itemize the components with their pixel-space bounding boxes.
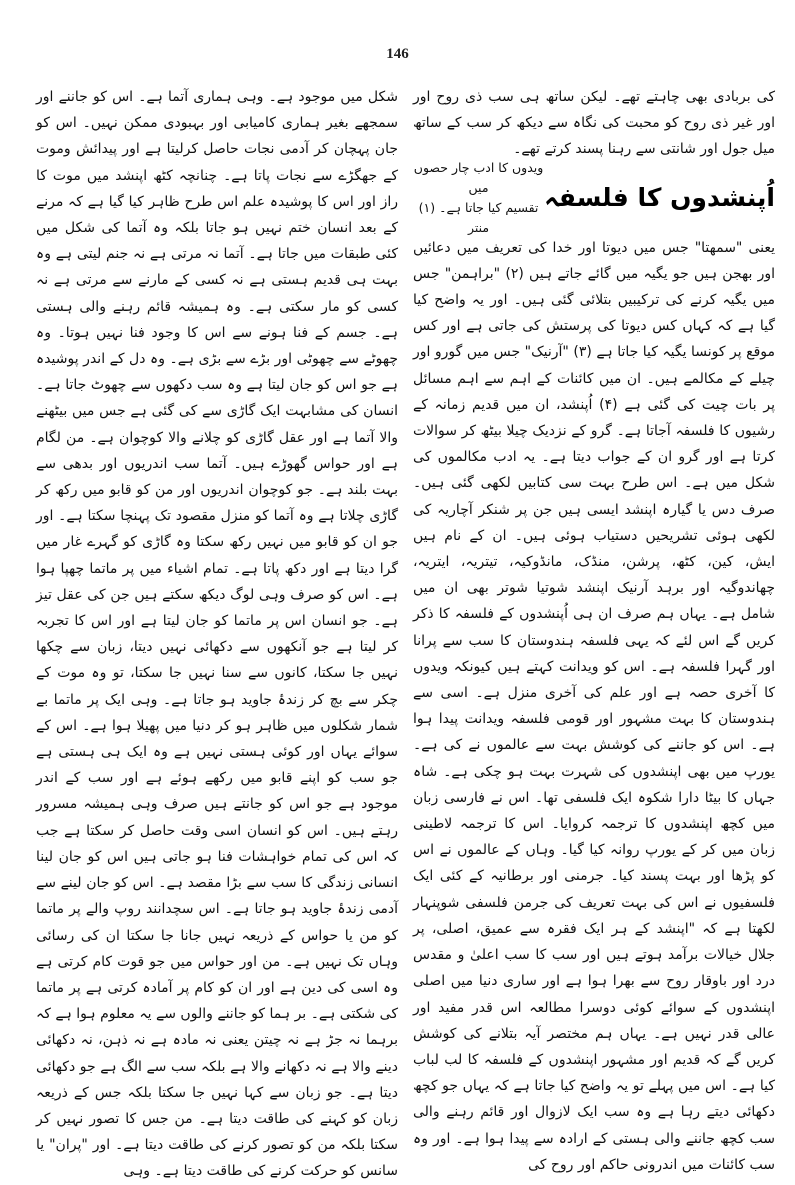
section-heading: اُپنشدوں کا فلسفہ — [544, 182, 775, 212]
heading-note-line-1: ویدوں کا ادب چار حصوں میں — [413, 159, 544, 195]
right-column — [413, 84, 776, 1173]
right-column-intro: کی بربادی بھی چاہتے تھے۔ لیکن ساتھ ہی سب ذی روح اور اور غیر ذی روح کو محبت کی نگاہ سے دیکھ کر سب کے ساتھ میل جول اور شانتی سے رہنا پسند کرتے تھے۔ — [413, 89, 775, 158]
left-column — [36, 84, 398, 1180]
left-column-body: شکل میں موجود ہے۔ وہی ہماری آتما ہے۔ اس کو جاننے اور سمجھے بغیر ہماری کامیابی اور بہبودی ممکن نہیں۔ اس کو جان پہچان کر آدمی نجات حاصل کرلیتا ہے اور پیدائش وموت کے جھگڑے سے نجات پاتا ہے۔ چنانچہ کٹھ اپنشد میں موت کا راز اور اس کا پوشیدہ علم اس طرح ظاہر کیا گیا ہے کہ مرنے کے بعد انسان ختم نہیں ہو جاتا بلکہ وہ آتما کی شکل میں کئی طبقات میں جاتا ہے۔ آتما نہ مرتی ہے نہ جنم لیتی ہے وہ بہت ہی قدیم ہستی ہے نہ کسی کے مارنے سے مرتی ہے نہ کسی کو مار سکتی ہے۔ وہ ہمیشہ قائم رہنے والی ہستی ہے۔ جسم کے فنا ہونے سے اس کا وجود فنا نہیں ہوتا۔ وہ چھوٹے سے چھوٹی اور بڑے سے بڑی ہے۔ وہ دل کے اندر پوشیدہ ہے جو اس کو جان لیتا ہے وہ سب دکھوں سے چھوٹ جاتا ہے۔ انسان کی مشابہت ایک گاڑی سے کی گئی ہے جس میں بیٹھنے والا آتما ہے اور عقل گاڑی کو چلانے والا کوچوان ہے۔ من لگام ہے اور حواس گھوڑے ہیں۔ آتما سب اندریوں اور بدھی سے بہت بلند ہے۔ جو کوچوان اندریوں اور من کو قابو میں رکھ کر گاڑی چلاتا ہے وہ آتما کو منزل مقصود تک پہنچا سکتا ہے۔ اور جو ان کو قابو میں نہیں رکھ سکتا وہ گاڑی کو گہرے غار میں گرا دیتا ہے اور دکھ پاتا ہے۔ تمام اشیاء میں پر ماتما چھپا ہوا ہے۔ اس کو صرف وہی لوگ دیکھ سکتے ہیں جن کی عقل تیز ہے۔ جو انسان اس پر ماتما کو جان لیتا ہے اور اس کا تجربہ کر لیتا ہے جو آنکھوں سے دکھائی نہیں دیتا، زبان سے چکھا نہیں جا سکتا، کانوں سے سنا نہیں جا سکتا، تو وہ موت کے چکر سے بچ کر زندۂ جاوید ہو جاتا ہے۔ وہی ایک پر ماتما بے شمار شکلوں میں ظاہر ہو کر دنیا میں پھیلا ہوا ہے۔ اس کے سوائے یہاں اور کوئی ہستی نہیں ہے وہ ایک ہی ہستی ہے جو سب کو اپنے قابو میں رکھے ہوئے ہے اور سب کے اندر موجود ہے جو اس کو جانتے ہیں صرف وہی ہمیشہ مسرور رہتے ہیں۔ اس کو انسان اسی وقت حاصل کر سکتا ہے جب کہ اس کی تمام خواہشات فنا ہو جاتی ہیں اس کو جان لینا انسانی زندگی کا سب سے بڑا مقصد ہے۔ اس کو جان لینے سے آدمی زندۂ جاوید ہو جاتا ہے۔ اس سچدانند روپ والے پر ماتما کو من یا حواس کے ذریعہ نہیں جانا جا سکتا ان کی رسائی وہاں تک نہیں ہے۔ من اور حواس میں جو قوت کام کرتی ہے وہ اسی کی دین ہے اور ان کو کام پر آمادہ کرتی ہے پر ماتما کی شکتی ہے۔ بر ہما کو جاننے والوں سے یہ معلوم ہوا ہے کہ برہما نہ جڑ ہے نہ چیتن یعنی نہ مادہ ہے نہ ذہن، نہ دکھائی دینے والا ہے نہ دکھانے والا ہے بلکہ سب سے الگ ہے جو دکھائی دیتا ہے۔ جو زبان سے کہا نہیں جا سکتا بلکہ جس کے ذریعہ زبان کو کہنے کی طاقت دیتا ہے۔ من جس کا تصور نہیں کر سکتا بلکہ من کو تصور کرنے کی طاقت دیتا ہے۔ اور "پران" یا سانس کو حرکت کرنے کی طاقت دیتا ہے۔ وہی — [36, 89, 398, 1180]
heading-note-line-2: تقسیم کیا جاتا ہے۔ (۱) منتر — [418, 199, 539, 235]
page-number: 146 — [386, 46, 409, 62]
heading-side-note — [413, 158, 544, 238]
section-heading-block — [413, 159, 775, 235]
right-column-body: یعنی "سمھتا" جس میں دیوتا اور خدا کی تعریف میں دعائیں اور بھجن ہیں جو یگیہ میں گائے جاتے ہیں (۲) "براہمن" جس میں یگیہ کرنے کی ترکیبیں بتلائی گئی ہیں۔ اور یہ واضح کیا گیا ہے کہ کہاں کس دیوتا کی پرستش کی جاتی ہے اور کس موقع پر کونسا یگیہ کیا جاتا ہے (۳) "آرنیک" جس میں گورو اور چیلے کے مکالمے ہیں۔ ان میں کائنات کے اہم سے اہم مسائل پر بات چیت کی گئی ہے (۴) اُپنشد، ان میں قدیم زمانہ کے رشیوں کا فلسفہ آجاتا ہے۔ گرو کے نزدیک چیلا بیٹھ کر سوالات کرتا ہے اور گرو ان کے جواب دیتا ہے۔ یہ ادب مکالموں کی شکل میں ہے۔ اس طرح بہت سی کتابیں لکھی گئی ہیں۔ صرف دس یا گیارہ اپنشد ایسی ہیں جن پر شنکر آچاریہ کی لکھی ہوئی تشریحیں دستیاب ہوئی ہیں۔ ان کے نام ہیں ایش، کین، کٹھ، پرشن، منڈک، مانڈوکیہ، تیتریہ، ایتریہ، چھاندوگیہ اور برہد آرنیک اپنشد شوتیا شوتر بھی ان میں شامل ہے۔ یہاں ہم صرف ان ہی اُپنشدوں کے فلسفہ کا ذکر کریں گے اس لئے کہ یہی فلسفہ ہندوستان کا سب سے پرانا اور گہرا فلسفہ ہے۔ اس کو ویدانت کہتے ہیں کیونکہ ویدوں کا آخری حصہ ہے اور علم کی آخری منزل ہے۔ اسی سے ہندوستان کا بہت مشہور اور قومی فلسفہ ویدانت پیدا ہوا ہے۔ اس کو جاننے کی کوشش بہت سے عالموں نے کی ہے۔ یورپ میں بھی اپنشدوں کی شہرت بہت ہو چکی ہے۔ شاہ جہاں کا بیٹا دارا شکوہ ایک فلسفی تھا۔ اس نے فارسی زبان میں کچھ اپنشدوں کا ترجمہ کروایا۔ اس کا ترجمہ لاطینی زبان میں کر کے یورپ روانہ کیا گیا۔ وہاں کے عالموں نے اس کو پڑھا اور بہت پسند کیا۔ جرمنی اور برطانیہ کے کئی ایک فلسفیوں نے اس کی بہت تعریف کی جرمن فلسفی شوپنہار لکھتا ہے کہ "اپنشد کے ہر ایک فقرہ سے عمیق، اصلی، پر جلال خیالات برآمد ہوتے ہیں اور سب کا سب اعلیٰ و مقدس درد اور باوقار روح سے بھرا ہوا ہے اور ساری دنیا میں اصلی اپنشدوں کے سوائے کوئی دوسرا مطالعہ اس قدر مفید اور عالی قدر نہیں ہے۔ یہاں ہم مختصر آیہ بتلانے کی کوشش کریں گے کہ قدیم اور مشہور اپنشدوں کے فلسفہ کا لب لباب کیا ہے۔ اس میں پہلے تو یہ واضح کیا جاتا ہے کہ یہاں جو کچھ دکھائی دیتے رہا ہے وہ سب ایک لازوال اور قائم رہنے والی سب کچھ جاننے والی ہستی کے ارادہ سے پیدا ہوا ہے۔ اور وہ سب کائنات میں اندرونی حاکم اور روح کی — [413, 239, 776, 1173]
